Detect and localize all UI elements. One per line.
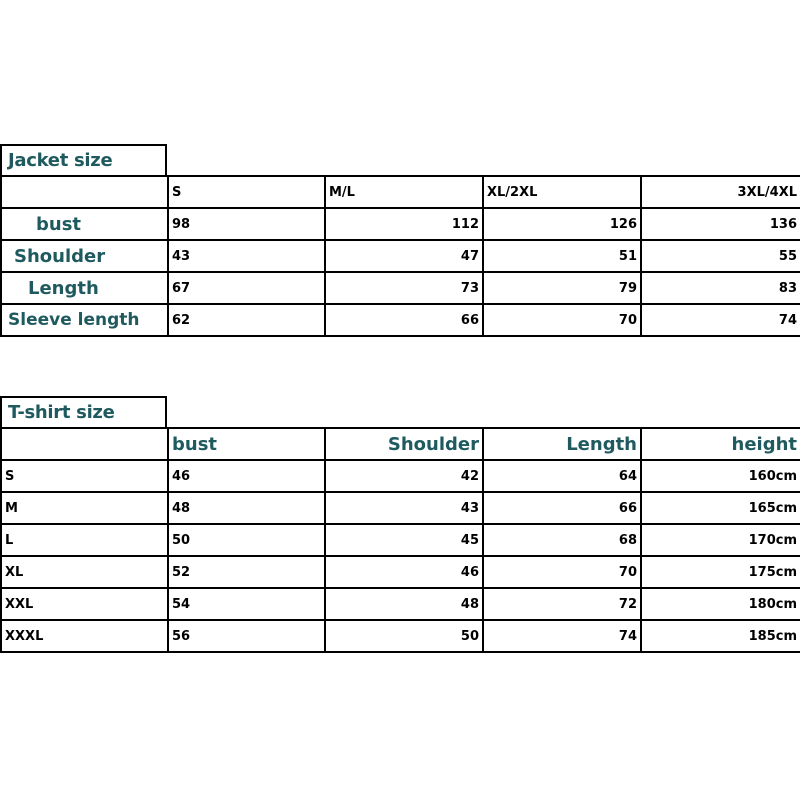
jacket-cell: 55 — [641, 240, 800, 272]
jacket-row — [1, 272, 800, 304]
tshirt-cell: 48 — [325, 588, 483, 620]
tshirt-cell: 48 — [168, 492, 325, 524]
tshirt-row — [1, 556, 800, 588]
jacket-title: Jacket size — [0, 144, 167, 177]
tshirt-row — [1, 524, 800, 556]
tshirt-col-header: bust — [168, 428, 325, 460]
jacket-header-blank — [1, 176, 168, 208]
tshirt-cell: 54 — [168, 588, 325, 620]
tshirt-cell: 180cm — [641, 588, 800, 620]
tshirt-row-label: XL — [1, 556, 168, 588]
tshirt-cell: 52 — [168, 556, 325, 588]
tshirt-cell: 170cm — [641, 524, 800, 556]
tshirt-col-header: Length — [483, 428, 641, 460]
jacket-col-header: XL/2XL — [483, 176, 641, 208]
jacket-cell: 126 — [483, 208, 641, 240]
tshirt-cell: 43 — [325, 492, 483, 524]
tshirt-row-label: L — [1, 524, 168, 556]
jacket-cell: 51 — [483, 240, 641, 272]
jacket-cell: 66 — [325, 304, 483, 336]
tshirt-cell: 45 — [325, 524, 483, 556]
tshirt-cell: 42 — [325, 460, 483, 492]
tshirt-cell: 66 — [483, 492, 641, 524]
jacket-row-label: Shoulder — [1, 240, 168, 272]
jacket-cell: 83 — [641, 272, 800, 304]
tshirt-cell: 70 — [483, 556, 641, 588]
tshirt-cell: 165cm — [641, 492, 800, 524]
jacket-cell: 136 — [641, 208, 800, 240]
jacket-cell: 47 — [325, 240, 483, 272]
tshirt-size-table — [0, 427, 800, 653]
jacket-header-row — [1, 176, 800, 208]
tshirt-col-header: Shoulder — [325, 428, 483, 460]
jacket-col-header: M/L — [325, 176, 483, 208]
jacket-row-label: Sleeve length — [1, 304, 168, 336]
jacket-cell: 62 — [168, 304, 325, 336]
tshirt-title: T-shirt size — [0, 396, 167, 429]
tshirt-row — [1, 588, 800, 620]
tshirt-cell: 74 — [483, 620, 641, 652]
tshirt-cell: 50 — [325, 620, 483, 652]
jacket-size-table — [0, 175, 800, 337]
tshirt-cell: 46 — [325, 556, 483, 588]
tshirt-header-row — [1, 428, 800, 460]
jacket-cell: 67 — [168, 272, 325, 304]
jacket-cell: 74 — [641, 304, 800, 336]
jacket-col-header: S — [168, 176, 325, 208]
jacket-col-header: 3XL/4XL — [641, 176, 800, 208]
tshirt-cell: 68 — [483, 524, 641, 556]
jacket-cell: 79 — [483, 272, 641, 304]
tshirt-row — [1, 460, 800, 492]
jacket-row-label: Length — [1, 272, 168, 304]
tshirt-row — [1, 620, 800, 652]
jacket-row — [1, 240, 800, 272]
jacket-row — [1, 208, 800, 240]
tshirt-row-label: S — [1, 460, 168, 492]
jacket-cell: 98 — [168, 208, 325, 240]
tshirt-cell: 72 — [483, 588, 641, 620]
tshirt-cell: 185cm — [641, 620, 800, 652]
tshirt-row-label: XXXL — [1, 620, 168, 652]
jacket-row-label: bust — [1, 208, 168, 240]
tshirt-cell: 50 — [168, 524, 325, 556]
tshirt-cell: 64 — [483, 460, 641, 492]
jacket-cell: 112 — [325, 208, 483, 240]
jacket-cell: 73 — [325, 272, 483, 304]
jacket-row — [1, 304, 800, 336]
tshirt-cell: 46 — [168, 460, 325, 492]
tshirt-header-blank — [1, 428, 168, 460]
jacket-cell: 70 — [483, 304, 641, 336]
tshirt-cell: 160cm — [641, 460, 800, 492]
jacket-cell: 43 — [168, 240, 325, 272]
tshirt-col-header: height — [641, 428, 800, 460]
tshirt-row — [1, 492, 800, 524]
tshirt-cell: 175cm — [641, 556, 800, 588]
tshirt-cell: 56 — [168, 620, 325, 652]
tshirt-row-label: M — [1, 492, 168, 524]
tshirt-row-label: XXL — [1, 588, 168, 620]
